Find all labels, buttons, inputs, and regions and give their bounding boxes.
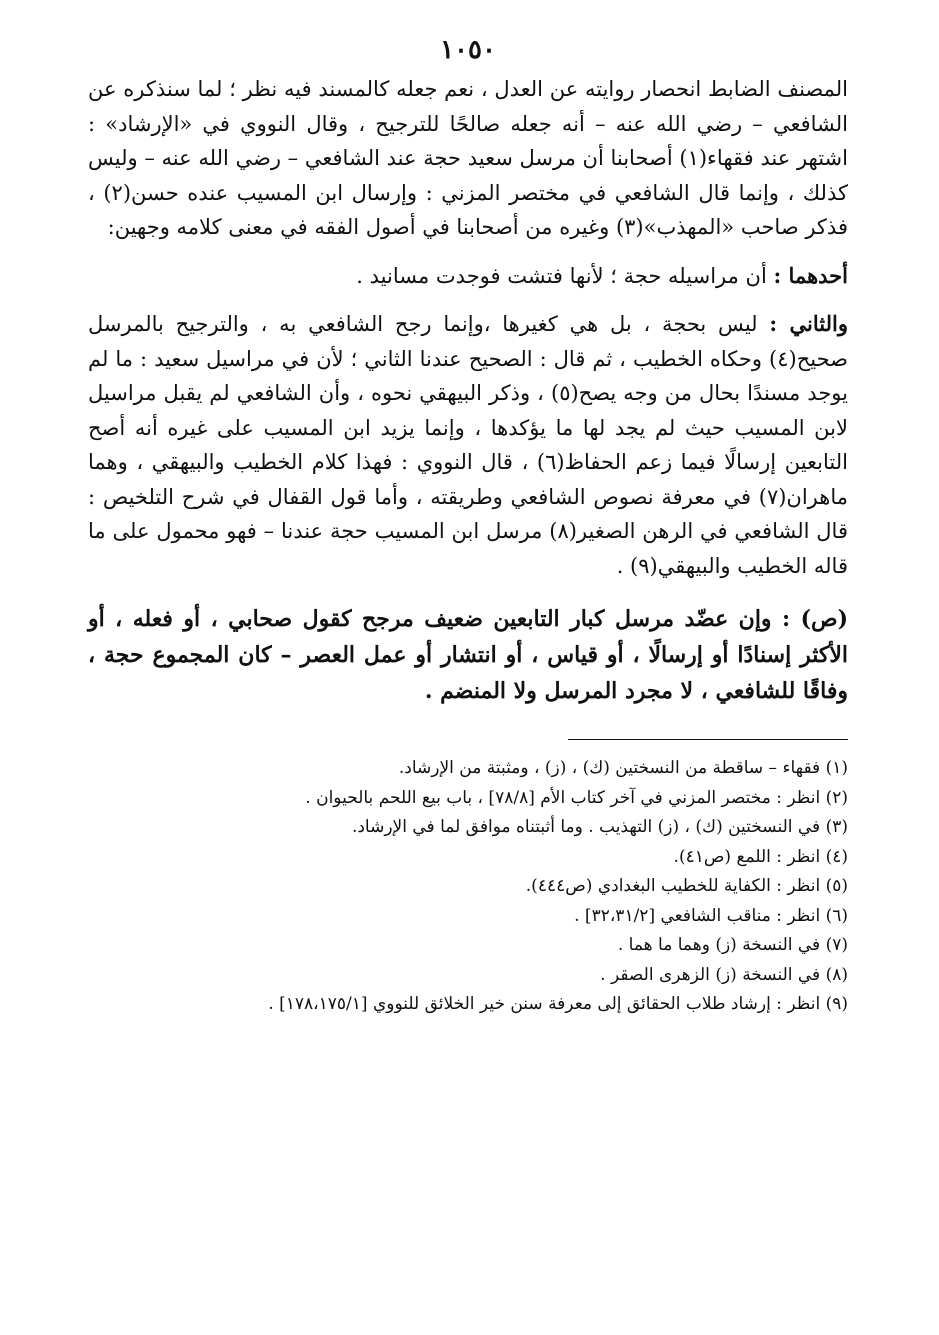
matn-text: (ص) : وإن عضّد مرسل كبار التابعين ضعيف مرجح كقول صحابي ، أو فعله ، أو الأكثر إسنادًا أو إرسالًا ، أو قياس ، أو انتشار أو عمل العصر – كان المجموع حجة ، وفاقًا للشافعي ، لا مجرد المرسل ولا المنضم . xyxy=(88,606,848,704)
first-opinion-label: أحدهما : xyxy=(773,262,848,288)
footnote-1: (١) فقهاء – ساقطة من النسختين (ك) ، (ز) ، ومثبتة من الإرشاد. xyxy=(398,758,848,778)
first-opinion-text: أن مراسيله حجة ؛ لأنها فتشت فوجدت مسانيد . xyxy=(356,263,767,288)
footnote-8: (٨) في النسخة (ز) الزهرى الصقر . xyxy=(600,964,848,985)
paragraph-intro: المصنف الضابط انحصار روايته عن العدل ، نعم جعله كالمسند فيه نظر ؛ لما سنذكره عن الشافعي – رضي الله عنه – أنه جعله صالحًا للترجيح ، وقال النووي في «الإرشاد» : اشتهر عند فقهاء(١) أصحابنا أن مرسل سعيد حجة عند الشافعي – رضي الله عنه – وليس كذلك ، وإنما قال الشافعي في مختصر المزني : وإرسال ابن المسيب عنده حسن(٢) ، فذكر صاحب «المهذب»(٣) وغيره من أصحابنا في أصول الفقه في معنى كلامه وجهين: xyxy=(88,77,848,239)
page xyxy=(88,30,848,1020)
footnote-3: (٣) في النسختين (ك) ، (ز) التهذيب . وما أثبتناه موافق لما في الإرشاد. xyxy=(351,817,848,837)
footnote-4: (٤) انظر : اللمع (ص٤١). xyxy=(673,846,848,867)
footnote-5: (٥) انظر : الكفاية للخطيب البغدادي (ص٤٤٤). xyxy=(525,876,848,896)
footnote-6: (٦) انظر : مناقب الشافعي [٣٢،٣١/٢] . xyxy=(574,905,848,926)
page-number: ١٠٥٠ xyxy=(440,35,496,65)
footnotes xyxy=(88,754,848,1020)
first-opinion xyxy=(88,259,848,294)
footnote-9: (٩) انظر : إرشاد طلاب الحقائق إلى معرفة سنن خير الخلائق للنووي [١٧٨،١٧٥/١] . xyxy=(268,994,848,1014)
footnote-2: (٢) انظر : مختصر المزني في آخر كتاب الأم [٧٨/٨] ، باب بيع اللحم بالحيوان . xyxy=(305,787,848,808)
footnote-7: (٧) في النسخة (ز) وهما ما هما . xyxy=(617,935,848,955)
second-opinion-text: والثاني : ليس بحجة ، بل هي كغيرها ،وإنما رجح الشافعي به ، والترجيح بالمرسل صحيح(٤) وحكاه الخطيب ، ثم قال : الصحيح عندنا الثاني ؛ لأن في مراسيل سعيد : ما لم يوجد مسندًا بحال من وجه يصح(٥) ، وذكر البيهقي نحوه ، وأن الشافعي لم يقبل مراسيل لابن المسيب حيث لم يجد لها ما يؤكدها ، وإنما يزيد ابن المسيب على غيره أنه أصح التابعين إرسالًا فيما زعم الحفاظ(٦) ، قال النووي : فهذا كلام الخطيب والبيهقي ، وهما ماهران(٧) في معرفة نصوص الشافعي وطريقته ، وأما قول القفال في شرح التلخيص : قال الشافعي في الرهن الصغير(٨) مرسل ابن المسيب حجة عندنا – فهو محمول على ما قاله الخطيب والبيهقي(٩) . xyxy=(88,311,848,578)
second-opinion-label: والثاني : xyxy=(769,311,848,336)
second-opinion xyxy=(88,307,848,583)
footnote-separator xyxy=(88,739,848,740)
